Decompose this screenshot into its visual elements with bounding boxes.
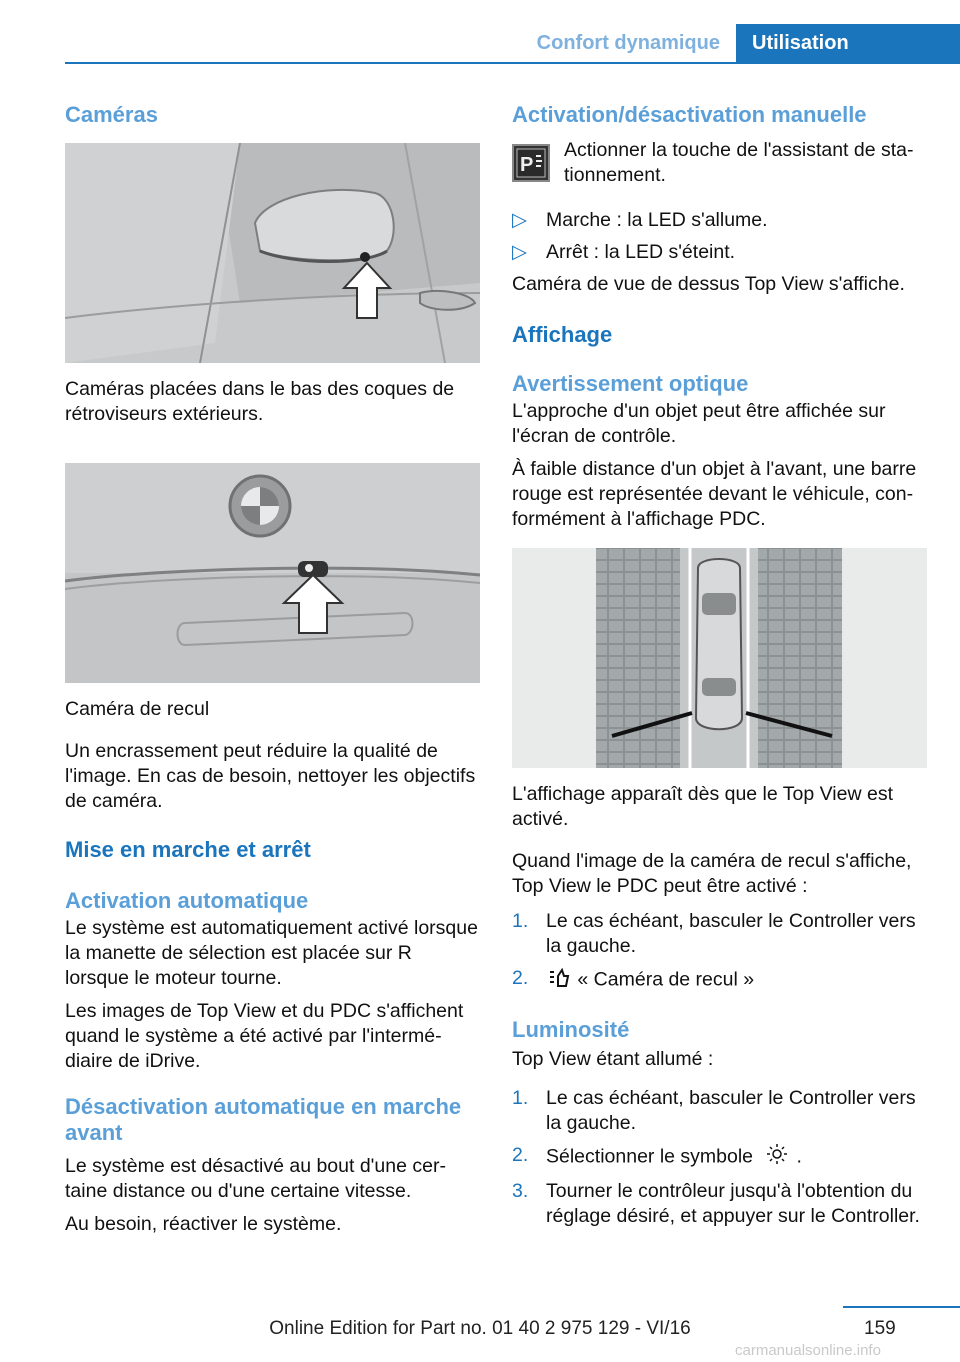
para-brightness: Top View étant allumé : (512, 1048, 714, 1070)
topview-illustration (512, 548, 927, 768)
step-number: 2. (512, 1144, 529, 1166)
rear-camera-icon (546, 966, 572, 995)
para-topview: Caméra de vue de dessus Top View s'affiche. (512, 273, 905, 295)
led-bullet-list (512, 208, 927, 265)
steps-list-1 (512, 909, 927, 995)
right-column (512, 100, 927, 1229)
mirror-camera-illustration (65, 143, 480, 363)
list-item: 1. Le cas échéant, basculer le Controller vers la gauche. (512, 1087, 916, 1134)
para-cleaning: Un encrassement peut réduire la qualité de l'image. En cas de besoin, nettoyer les objectifs de caméra. (65, 740, 476, 812)
steps-list-2 (512, 1086, 927, 1229)
list-item: ▷ Marche : la LED s'allume. (512, 209, 768, 231)
brightness-sun-icon (766, 1143, 788, 1172)
triangle-bullet-icon: ▷ (512, 209, 527, 231)
heading-visual-warning: Avertissement optique (512, 371, 749, 396)
step-number: 1. (512, 910, 529, 932)
left-column (65, 100, 480, 1237)
heading-auto-activation: Activation automatique (65, 888, 309, 913)
para-warning-2: À faible distance d'un objet à l'avant, une barre rouge est représentée devant le véhicule, conformément à l'affichage PDC. (512, 458, 917, 530)
svg-text:P: P (520, 154, 534, 176)
parking-button-instruction (512, 138, 927, 190)
list-item: 2. « Caméra de recul » (512, 966, 927, 995)
parking-button-text: Actionner la touche de l'assistant de stationnement. (564, 139, 914, 186)
caption-mirror-cameras: Caméras placées dans le bas des coques de rétroviseurs extérieurs. (65, 378, 455, 425)
step-number: 2. (512, 967, 529, 989)
list-item: 3. Tourner le contrôleur jusqu'à l'obtention du réglage désiré, et appuyer sur le Controller. (512, 1180, 920, 1227)
header-section-title: Confort dynamique (536, 32, 720, 54)
step-number: 1. (512, 1087, 529, 1109)
page-number-rule (843, 1306, 960, 1308)
heading-brightness: Luminosité (512, 1017, 630, 1042)
step-number: 3. (512, 1180, 529, 1202)
heading-auto-deactivation: Désactivation automatique en marche avant (65, 1094, 462, 1145)
heading-display: Affichage (512, 322, 613, 347)
para-warning-1: L'approche d'un objet peut être affichée sur l'écran de contrôle. (512, 400, 886, 447)
para-after-figure: L'affichage apparaît dès que le Top View est activé. (512, 783, 894, 830)
header-rule (65, 62, 960, 64)
para-auto-2: Les images de Top View et du PDC s'affichent quand le système a été activé par l'intermédiaire de iDrive. (65, 1000, 464, 1072)
para-when-rear-camera: Quand l'image de la caméra de recul s'affiche, Top View le PDC peut être activé : (512, 850, 912, 897)
caption-rear-camera: Caméra de recul (65, 698, 210, 720)
header-tab-utilisation: Utilisation (736, 24, 960, 62)
heading-manual: Activation/désactivation manuelle (512, 102, 867, 127)
para-deact-1: Le système est désactivé au bout d'une certaine distance ou d'une certaine vitesse. (65, 1155, 446, 1202)
parking-assistant-button-icon (512, 144, 550, 182)
list-item: 1. Le cas échéant, basculer le Controller vers la gauche. (512, 910, 916, 957)
list-item: ▷ Arrêt : la LED s'éteint. (512, 241, 736, 263)
rear-camera-illustration (65, 463, 480, 683)
footer-edition: Online Edition for Part no. 01 40 2 975 129 - VI/16 (269, 1318, 691, 1339)
heading-cameras: Caméras (65, 102, 158, 127)
page-number: 159 (864, 1318, 896, 1339)
watermark: carmanualsonline.info (735, 1342, 881, 1359)
list-item: 2. Sélectionner le symbole . (512, 1143, 927, 1172)
para-auto-1: Le système est automatiquement activé lorsque la manette de sélection est placée sur R lorsque le moteur tourne. (65, 917, 478, 989)
para-deact-2: Au besoin, réactiver le système. (65, 1213, 342, 1235)
triangle-bullet-icon: ▷ (512, 241, 527, 263)
heading-on-off: Mise en marche et arrêt (65, 837, 311, 862)
